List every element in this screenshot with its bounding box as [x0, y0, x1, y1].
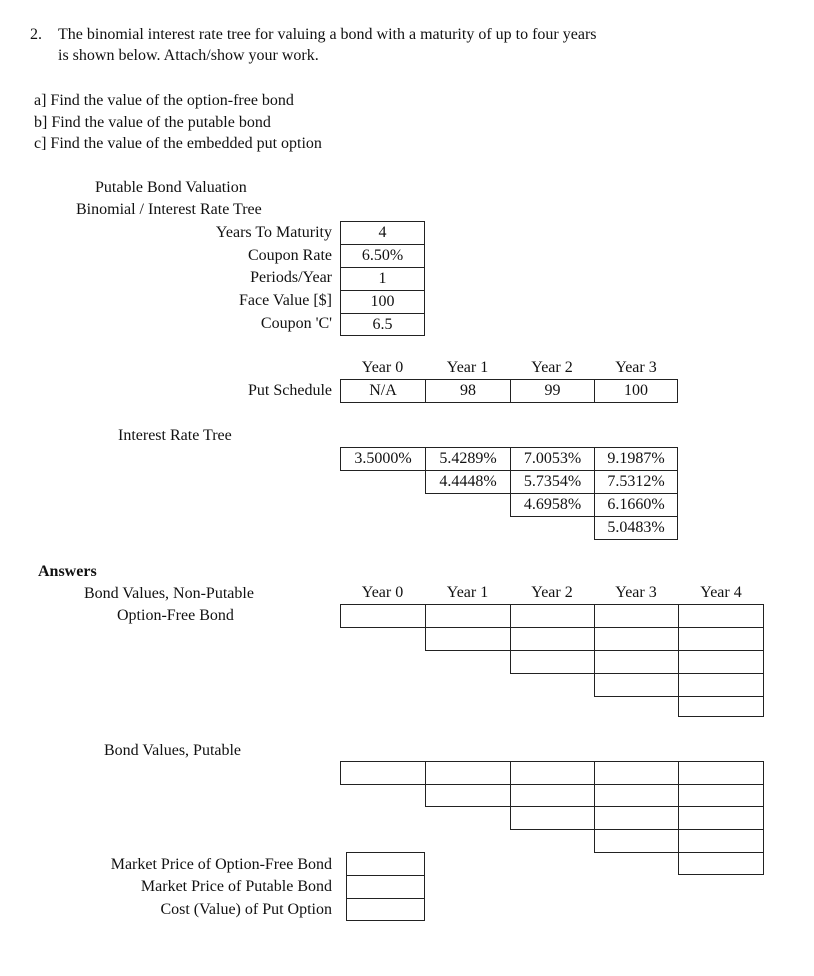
nonputable-cell-3-3[interactable]: [594, 673, 679, 697]
rate-tree-label: Interest Rate Tree: [118, 427, 232, 444]
rate-node-3-1: 7.5312%: [594, 470, 678, 494]
part-a: a] Find the value of the option-free bond: [34, 92, 294, 109]
putable-cell-2-2[interactable]: [510, 806, 595, 830]
nonputable-cell-0-0[interactable]: [340, 604, 426, 628]
nonputable-cell-2-1[interactable]: [510, 627, 595, 651]
putable-label: Bond Values, Putable: [104, 742, 242, 759]
putable-cell-1-0[interactable]: [425, 761, 511, 785]
put-value-2: 99: [510, 379, 595, 403]
putable-cell-4-3[interactable]: [678, 829, 764, 853]
nonputable-cell-2-0[interactable]: [510, 604, 595, 628]
market-label-putable: Market Price of Putable Bond: [140, 878, 332, 895]
market-label-option-free: Market Price of Option-Free Bond: [110, 856, 332, 873]
putable-cell-4-2[interactable]: [678, 806, 764, 830]
rate-node-2-1: 5.7354%: [510, 470, 595, 494]
put-value-0: N/A: [340, 379, 426, 403]
put-schedule-label: Put Schedule: [248, 382, 332, 399]
putable-cell-4-0[interactable]: [678, 761, 764, 785]
nonputable-label-2: Option-Free Bond: [117, 607, 234, 624]
part-c: c] Find the value of the embedded put option: [34, 135, 322, 152]
nonputable-cell-4-3[interactable]: [678, 673, 764, 697]
nonputable-cell-3-2[interactable]: [594, 650, 679, 674]
part-b: b] Find the value of the putable bond: [34, 114, 271, 131]
put-year-2: Year 2: [531, 359, 573, 376]
question-line-2: is shown below. Attach/show your work.: [58, 47, 319, 64]
put-value-3: 100: [594, 379, 678, 403]
nonputable-cell-1-1[interactable]: [425, 627, 511, 651]
putable-cell-2-0[interactable]: [510, 761, 595, 785]
answer-year-0: Year 0: [361, 584, 404, 601]
putable-cell-1-1[interactable]: [425, 784, 511, 807]
input-label-face: Face Value [$]: [239, 292, 332, 309]
sheet-subtitle: Binomial / Interest Rate Tree: [76, 201, 262, 218]
input-label-coupon-rate: Coupon Rate: [248, 247, 332, 264]
rate-node-3-3: 5.0483%: [594, 516, 678, 540]
putable-cell-3-1[interactable]: [594, 784, 679, 807]
putable-cell-2-1[interactable]: [510, 784, 595, 807]
rate-node-3-2: 6.1660%: [594, 493, 678, 517]
rate-node-1-0: 5.4289%: [425, 447, 511, 471]
input-value-coupon: 6.5: [340, 313, 425, 336]
nonputable-cell-3-0[interactable]: [594, 604, 679, 628]
input-value-face: 100: [340, 290, 425, 314]
answer-year-4: Year 4: [700, 584, 742, 601]
putable-cell-3-2[interactable]: [594, 806, 679, 830]
put-year-1: Year 1: [446, 359, 489, 376]
answer-year-1: Year 1: [446, 584, 489, 601]
nonputable-cell-4-1[interactable]: [678, 627, 764, 651]
nonputable-cell-3-1[interactable]: [594, 627, 679, 651]
nonputable-label-1: Bond Values, Non-Putable: [84, 585, 254, 602]
rate-node-3-0: 9.1987%: [594, 447, 678, 471]
market-value-put-cost[interactable]: [346, 898, 425, 921]
answers-heading: Answers: [38, 563, 97, 580]
nonputable-cell-2-2[interactable]: [510, 650, 595, 674]
question-line-1: The binomial interest rate tree for valuing a bond with a maturity of up to four years: [58, 26, 597, 43]
putable-cell-4-1[interactable]: [678, 784, 764, 807]
sheet-title: Putable Bond Valuation: [95, 179, 247, 196]
rate-node-2-0: 7.0053%: [510, 447, 595, 471]
putable-cell-4-4[interactable]: [678, 852, 764, 875]
market-value-option-free[interactable]: [346, 852, 425, 876]
rate-node-2-2: 4.6958%: [510, 493, 595, 517]
market-value-putable[interactable]: [346, 875, 425, 899]
answer-year-2: Year 2: [531, 584, 573, 601]
input-label-coupon: Coupon 'C': [260, 315, 332, 332]
rate-node-1-1: 4.4448%: [425, 470, 511, 494]
input-label-years: Years To Maturity: [215, 224, 332, 241]
input-value-coupon-rate: 6.50%: [340, 244, 425, 268]
input-value-periods: 1: [340, 267, 425, 291]
question-number: 2.: [30, 26, 42, 43]
nonputable-cell-1-0[interactable]: [425, 604, 511, 628]
putable-cell-3-0[interactable]: [594, 761, 679, 785]
rate-node-0-0: 3.5000%: [340, 447, 426, 471]
putable-cell-0-0[interactable]: [340, 761, 426, 785]
putable-cell-3-3[interactable]: [594, 829, 679, 853]
put-year-3: Year 3: [615, 359, 657, 376]
answer-year-3: Year 3: [615, 584, 657, 601]
input-label-periods: Periods/Year: [250, 269, 332, 286]
put-value-1: 98: [425, 379, 511, 403]
nonputable-cell-4-2[interactable]: [678, 650, 764, 674]
nonputable-cell-4-4[interactable]: [678, 696, 764, 717]
input-value-years: 4: [340, 221, 425, 245]
nonputable-cell-4-0[interactable]: [678, 604, 764, 628]
put-year-0: Year 0: [361, 359, 404, 376]
market-label-put-cost: Cost (Value) of Put Option: [160, 901, 332, 918]
